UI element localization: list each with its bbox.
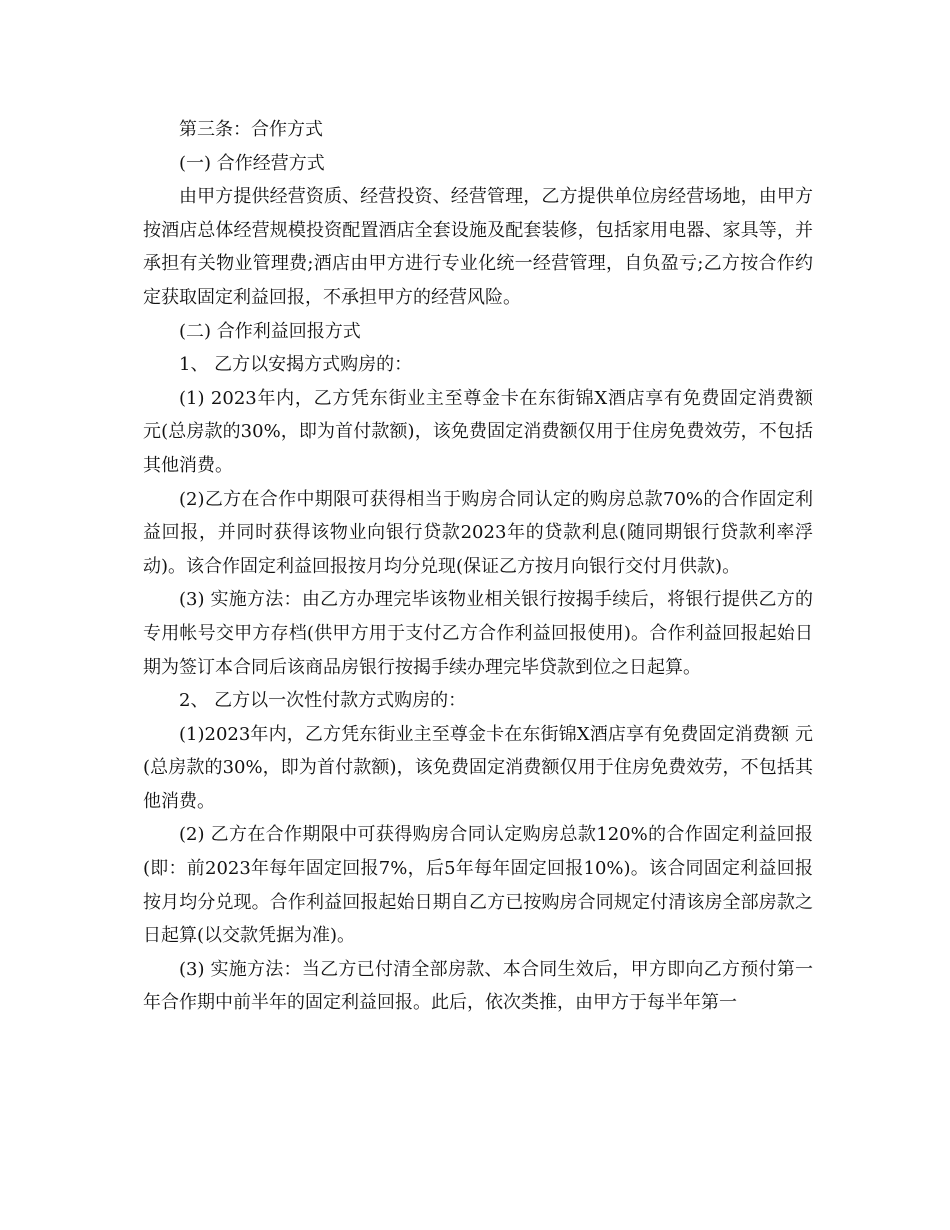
item-heading-mortgage: 1、 乙方以安揭方式购房的： — [179, 354, 413, 376]
paragraph-lump-sum-3: (3) 实施方法：当乙方已付清全部房款、本合同生效后，甲方即向乙方预付第一年合作期中前半年的固定利益回报。此后，依次类推，由甲方于每半年第一 — [143, 958, 813, 1014]
article-heading: 第三条：合作方式 — [179, 119, 323, 140]
section-heading-return-mode: (二) 合作利益回报方式 — [179, 320, 361, 342]
item-heading-lump-sum: 2、 乙方以一次性付款方式购房的： — [179, 690, 467, 712]
section-heading-cooperation-mode: (一) 合作经营方式 — [179, 152, 325, 174]
paragraph-mortgage-3: (3) 实施方法：由乙方办理完毕该物业相关银行按揭手续后，将银行提供乙方的专用帐号交甲方存档(供甲方用于支付乙方合作利益回报使用)。合作利益回报起始日期为签订本合同后该商品房银行按揭手续办理完毕贷款到位之日起算。 — [143, 589, 813, 678]
paragraph-mortgage-2: (2)乙方在合作中期限可获得相当于购房合同认定的购房总款70%的合作固定利益回报，并同时获得该物业向银行贷款2023年的贷款利息(随同期银行贷款利率浮动)。该合作固定利益回报按月均分兑现(保证乙方按月向银行交付月供款)。 — [143, 488, 813, 577]
document-body — [143, 113, 813, 1020]
paragraph-lump-sum-2: (2) 乙方在合作期限中可获得购房合同认定购房总款120%的合作固定利益回报(即：前2023年每年固定回报7%，后5年每年固定回报10%)。该合同固定利益回报按月均分兑现。合作利益回报起始日期自乙方已按购房合同规定付清该房全部房款之日起算(以交款凭据为准)。 — [143, 824, 813, 947]
paragraph-lump-sum-1: (1)2023年内，乙方凭东街业主至尊金卡在东街锦X酒店享有免费固定消费额 元(总房款的30%，即为首付款额)，该免费固定消费额仅用于住房免费效劳，不包括其他消费。 — [143, 723, 813, 812]
paragraph-cooperation-mode: 由甲方提供经营资质、经营投资、经营管理，乙方提供单位房经营场地，由甲方按酒店总体经营规模投资配置酒店全套设施及配套装修，包括家用电器、家具等，并承担有关物业管理费;酒店由甲方进行专业化统一经营管理，自负盈亏;乙方按合作约定获取固定利益回报，不承担甲方的经营风险。 — [143, 186, 814, 308]
paragraph-mortgage-1: (1) 2023年内，乙方凭东街业主至尊金卡在东街锦X酒店享有免费固定消费额 元(总房款的30%，即为首付款额)，该免费固定消费额仅用于住房免费效劳，不包括其他消费。 — [143, 387, 813, 476]
